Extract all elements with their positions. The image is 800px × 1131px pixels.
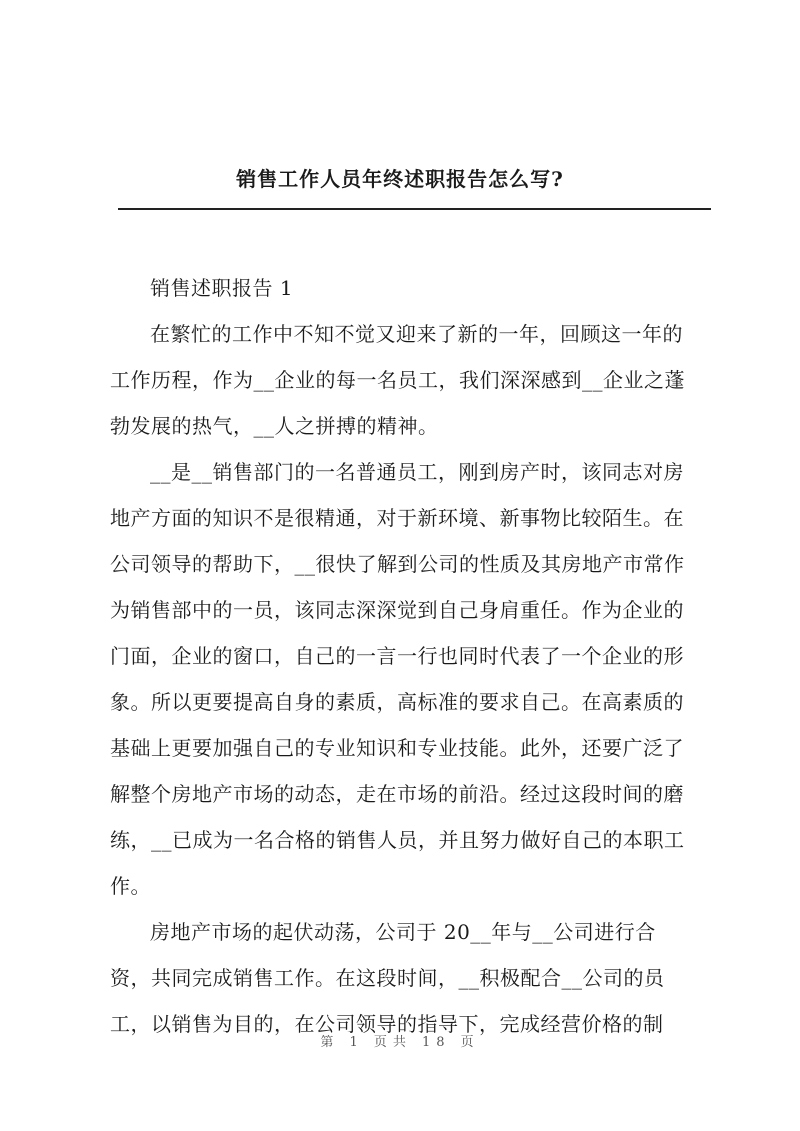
title-divider [118,208,711,210]
paragraph-line: 资，共同完成销售工作。在这段时间，__积极配合__公司的员 [110,966,665,990]
paragraph-line: 解整个房地产市场的动态，走在市场的前沿。经过这段时间的磨 [110,782,684,806]
paragraph-line: 地产方面的知识不是很精通，对于新环境、新事物比较陌生。在 [110,506,684,530]
document-title: 销售工作人员年终述职报告怎么写? [236,167,564,191]
page-number-footer: 第 1 页共 18 页 [320,1035,480,1050]
paragraph-line: 工作历程，作为__企业的每一名员工，我们深深感到__企业之蓬 [110,368,685,392]
paragraph-line: 公司领导的帮助下，__很快了解到公司的性质及其房地产市常作 [110,552,685,576]
paragraph-line: 为销售部中的一员，该同志深深觉到自己身肩重任。作为企业的 [110,598,684,622]
paragraph-line: 基础上更要加强自己的专业知识和专业技能。此外，还要广泛了 [110,736,684,760]
paragraph-line: __是__销售部门的一名普通员工，刚到房产时，该同志对房 [150,460,684,484]
paragraph-line: 在繁忙的工作中不知不觉又迎来了新的一年，回顾这一年的 [150,322,683,346]
paragraph-line: 勃发展的热气，__人之拼搏的精神。 [110,414,439,438]
paragraph-line: 练，__已成为一名合格的销售人员，并且努力做好自己的本职工 [110,828,685,852]
paragraph-line: 象。所以更要提高自身的素质，高标准的要求自己。在高素质的 [110,690,684,714]
paragraph-line: 作。 [110,874,151,898]
paragraph-line: 工，以销售为目的，在公司领导的指导下，完成经营价格的制 [110,1012,664,1036]
section-heading: 销售述职报告 1 [150,276,294,300]
paragraph-line: 房地产市场的起伏动荡，公司于 20__年与__公司进行合 [150,920,656,944]
paragraph-line: 门面，企业的窗口，自己的一言一行也同时代表了一个企业的形 [110,644,684,668]
